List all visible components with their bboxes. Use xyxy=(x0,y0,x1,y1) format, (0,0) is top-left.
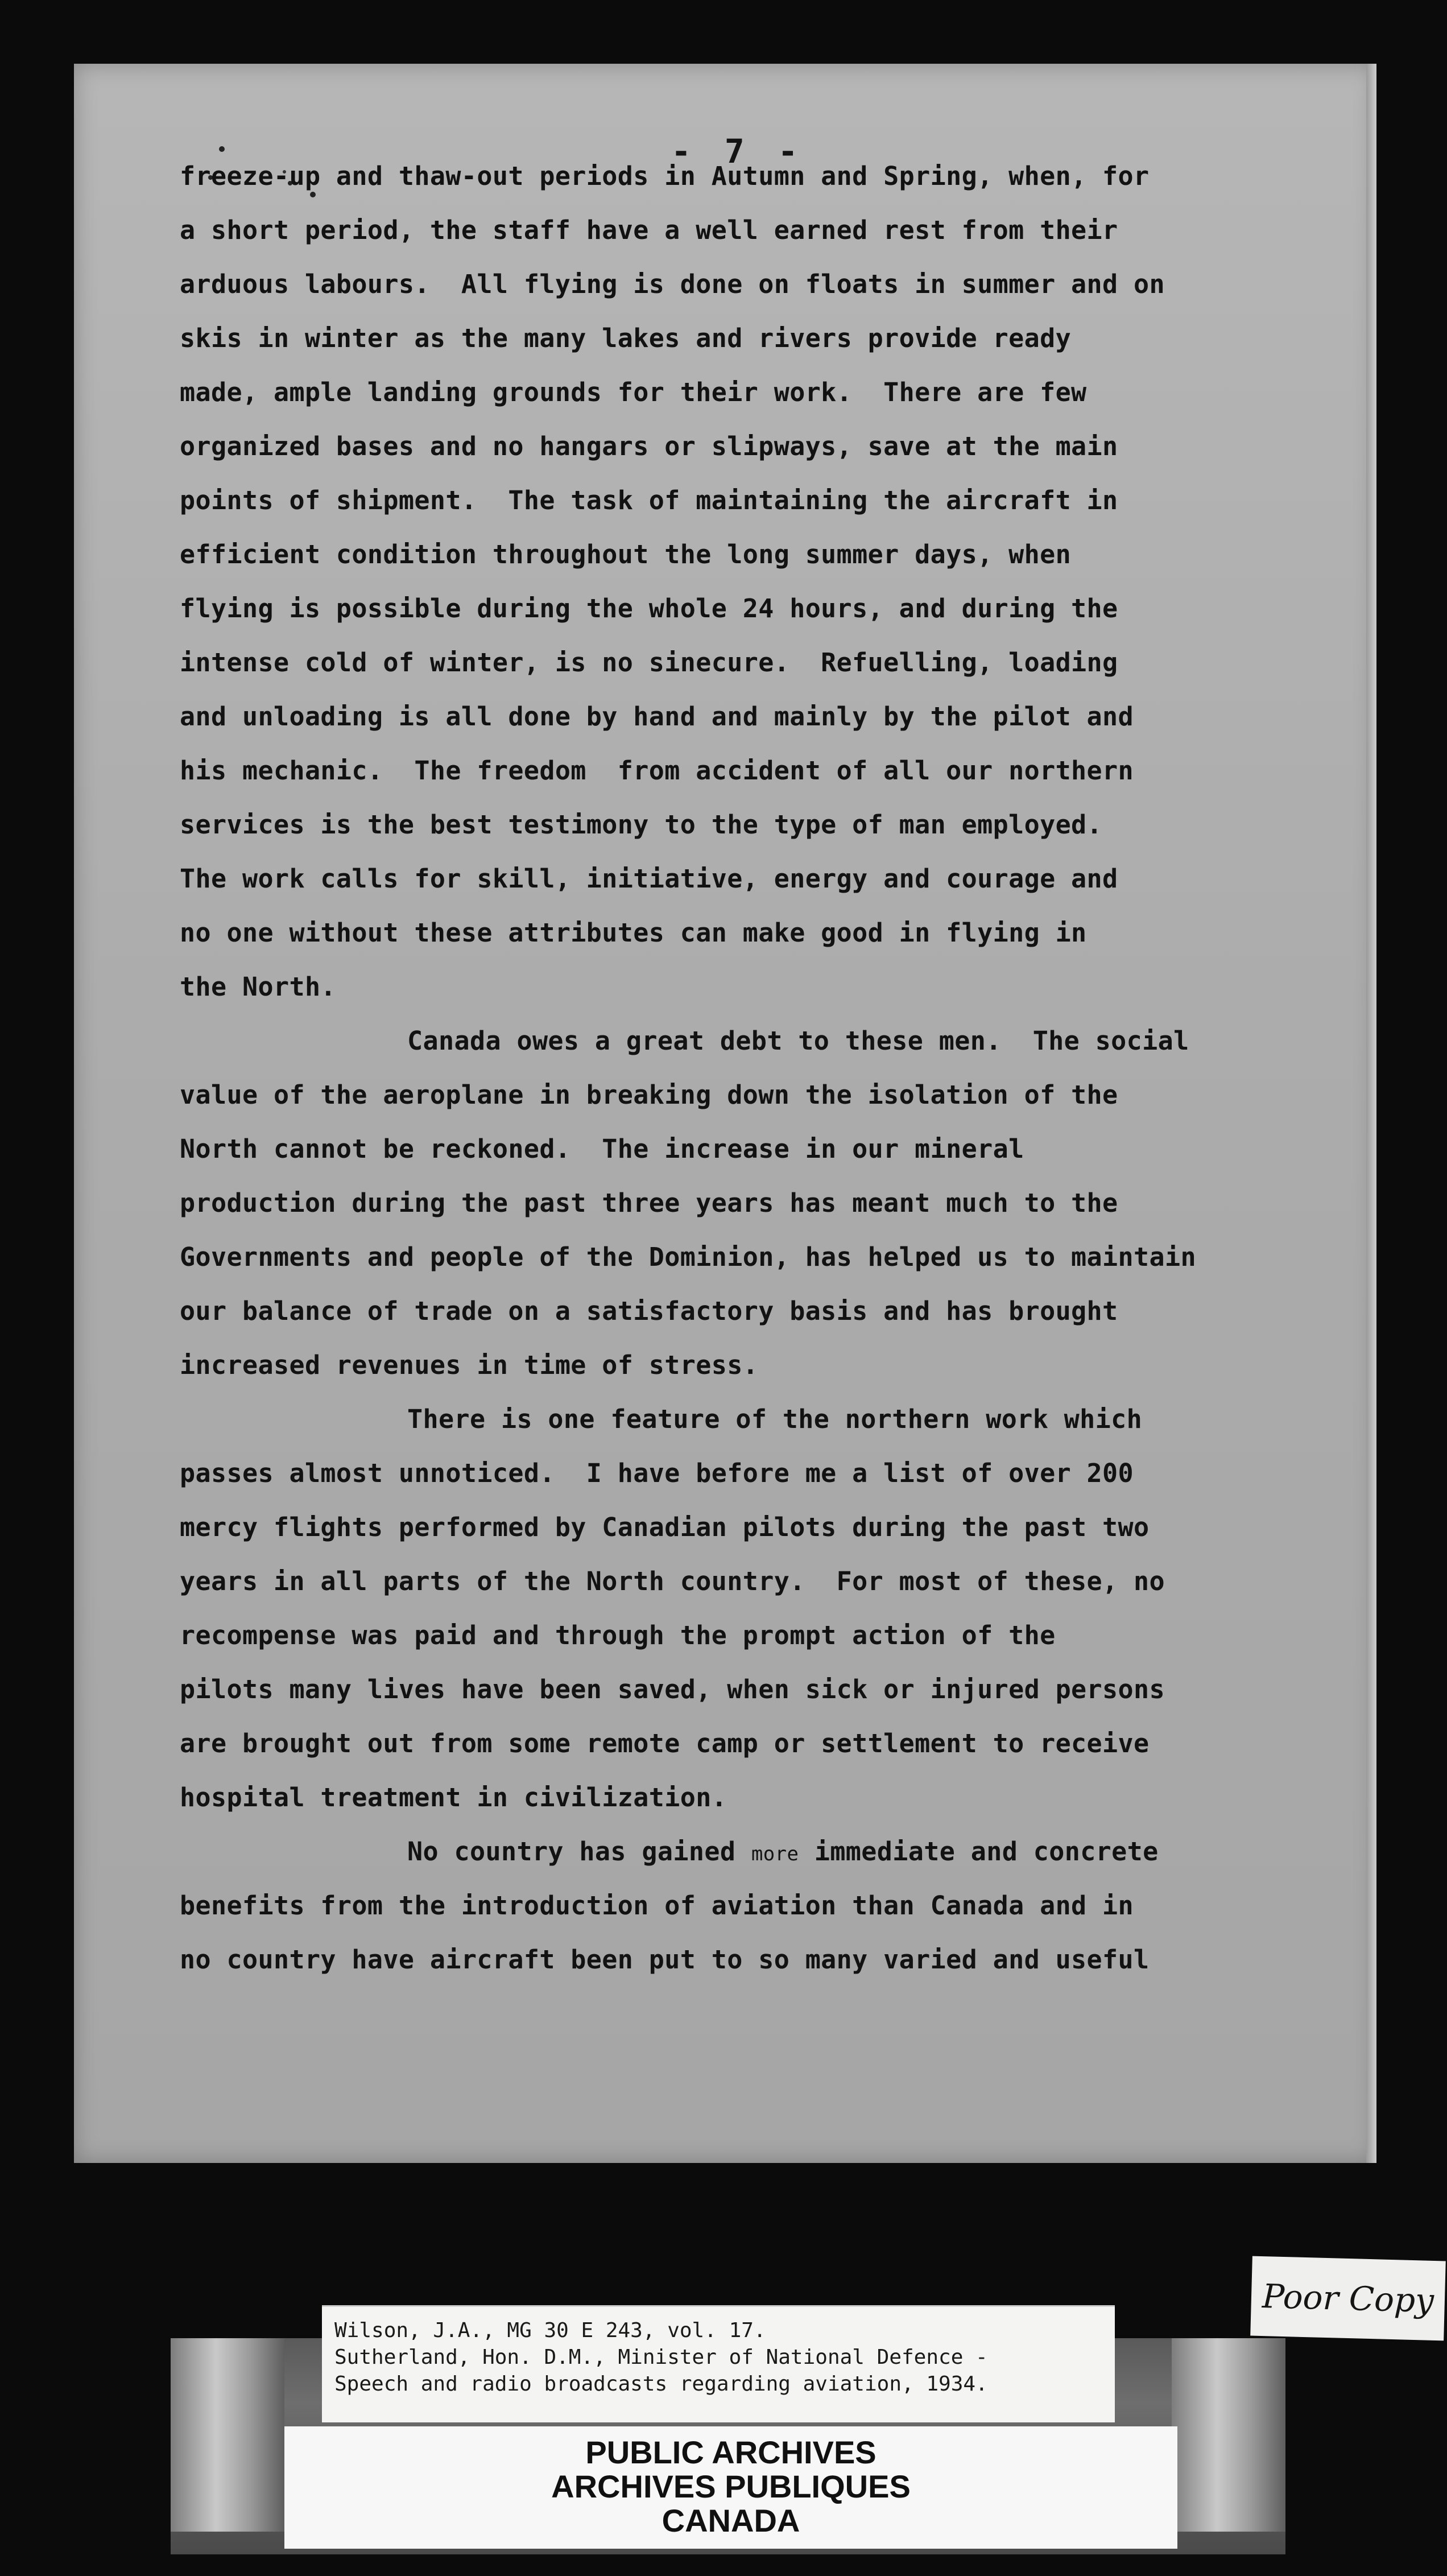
text-line: a short period, the staff have a well earned rest from their xyxy=(180,215,1118,245)
text-line: The work calls for skill, initiative, energy and courage and xyxy=(180,864,1118,894)
stamp-line: PUBLIC ARCHIVES xyxy=(585,2434,877,2470)
text-line: mercy flights performed by Canadian pilots during the past two xyxy=(180,1512,1150,1542)
text-segment: immediate and concrete xyxy=(799,1836,1159,1867)
poor-copy-note: Poor Copy xyxy=(1250,2256,1446,2341)
text-line: freeze-up and thaw-out periods in Autumn and Spring, when, for xyxy=(180,161,1150,191)
text-line: organized bases and no hangars or slipways, save at the main xyxy=(180,431,1118,461)
text-line: Governments and people of the Dominion, has helped us to maintain xyxy=(180,1242,1196,1272)
text-line: no one without these attributes can make good in flying in xyxy=(180,918,1087,948)
text-line: recompense was paid and through the prompt action of the xyxy=(180,1620,1056,1650)
label-line: Speech and radio broadcasts regarding aviation, 1934. xyxy=(334,2372,988,2396)
document-body xyxy=(180,149,1306,1987)
text-line: and unloading is all done by hand and mainly by the pilot and xyxy=(180,701,1134,732)
text-line: no country have aircraft been put to so many varied and useful xyxy=(180,1945,1150,1975)
text-line: made, ample landing grounds for their work. There are few xyxy=(180,377,1087,407)
label-line: Sutherland, Hon. D.M., Minister of National Defence - xyxy=(334,2346,988,2369)
mount-clip xyxy=(171,2338,284,2532)
text-line: skis in winter as the many lakes and rivers provide ready xyxy=(180,323,1072,353)
stamp-line: CANADA xyxy=(662,2503,800,2538)
mount-clip xyxy=(1172,2338,1285,2532)
text-line: There is one feature of the northern work which xyxy=(407,1404,1143,1434)
text-line: intense cold of winter, is no sinecure. Refuelling, loading xyxy=(180,647,1118,678)
text-line: production during the past three years has meant much to the xyxy=(180,1188,1118,1218)
text-line: passes almost unnoticed. I have before me a list of over 200 xyxy=(180,1458,1134,1488)
text-line: his mechanic. The freedom from accident of all our northern xyxy=(180,756,1134,786)
page-number: - 7 - xyxy=(671,132,805,171)
text-line: benefits from the introduction of aviation than Canada and in xyxy=(180,1890,1134,1921)
text-line: pilots many lives have been saved, when sick or injured persons xyxy=(180,1674,1165,1704)
text-line: hospital treatment in civilization. xyxy=(180,1782,727,1813)
stamp-line: ARCHIVES PUBLIQUES xyxy=(551,2468,911,2504)
archives-stamp xyxy=(284,2426,1177,2549)
page-edge xyxy=(1366,64,1376,2163)
label-line: Wilson, J.A., MG 30 E 243, vol. 17. xyxy=(334,2319,766,2342)
inserted-word: more xyxy=(751,1843,799,1865)
text-line: our balance of trade on a satisfactory basis and has brought xyxy=(180,1296,1118,1326)
text-line: increased revenues in time of stress. xyxy=(180,1350,759,1380)
text-line: years in all parts of the North country. For most of these, no xyxy=(180,1566,1165,1596)
text-line: efficient condition throughout the long summer days, when xyxy=(180,539,1072,569)
archive-label xyxy=(322,2305,1115,2422)
text-segment: No country has gained xyxy=(407,1836,751,1867)
text-line: value of the aeroplane in breaking down the isolation of the xyxy=(180,1080,1118,1110)
text-line: North cannot be reckoned. The increase in our mineral xyxy=(180,1134,1024,1164)
text-line: Canada owes a great debt to these men. The social xyxy=(407,1026,1189,1056)
text-line xyxy=(180,1824,1306,1879)
text-line: are brought out from some remote camp or settlement to receive xyxy=(180,1728,1150,1758)
text-line: points of shipment. The task of maintaining the aircraft in xyxy=(180,485,1118,515)
text-line: arduous labours. All flying is done on floats in summer and on xyxy=(180,269,1165,299)
text-line: services is the best testimony to the type of man employed. xyxy=(180,810,1103,840)
text-line: the North. xyxy=(180,972,336,1002)
text-line: flying is possible during the whole 24 hours, and during the xyxy=(180,593,1118,624)
